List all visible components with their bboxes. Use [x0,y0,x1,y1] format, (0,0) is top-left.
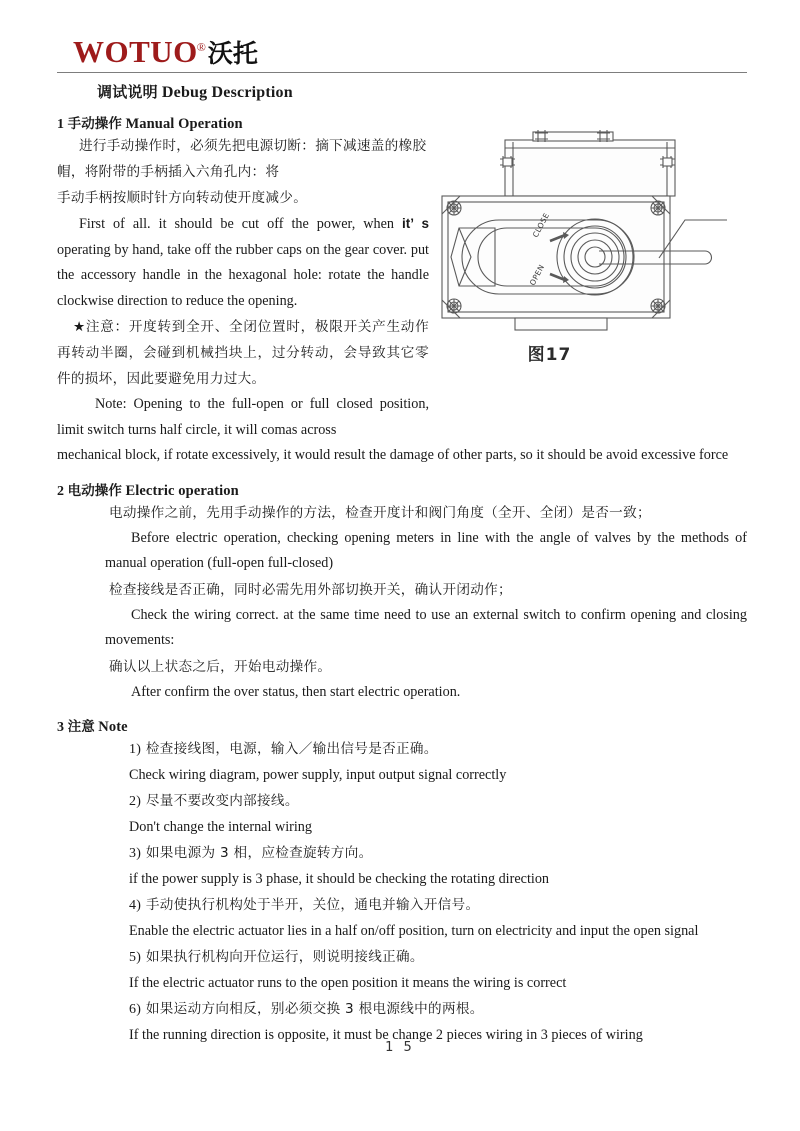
section-2-number: 2 [57,483,65,499]
note-item-6-cn [57,996,747,1023]
section-2-item-1-en: Before electric operation, checking opening meters in line with the angle of valves by the methods of manual operation (full-open full-closed) [105,529,747,571]
note-item-5-en: If the electric actuator runs to the open position it means the wiring is correct [129,975,567,991]
section-2-heading [57,479,747,500]
section-1-body-en [57,211,429,314]
gear-cover-drawing [437,128,767,333]
note-item-3-cn [57,840,747,867]
note-item-5-cn-text: 如果执行机构向开位运行，则说明接线正确。 [145,949,424,965]
page-number: 1 5 [385,1040,415,1055]
note-item-6-en: If the running direction is opposite, it must be change 2 pieces wiring in 3 pieces of wiring [129,1027,643,1043]
note-item-6-cn-text: 如果运动方向相反，别必须交换 3 根电源线中的两根。 [145,1001,484,1017]
note-item-3-cn-text: 如果电源为 3 相，应检查旋转方向。 [145,845,373,861]
note-item-1-cn-text: 检查接线图，电源，输入／输出信号是否正确。 [145,741,438,757]
section-1-body-en-pre: First of all. it should be cut off the power, when [79,216,394,232]
section-2-item-3-en: After confirm the over status, then start electric operation. [131,683,461,700]
section-3-heading [57,715,747,736]
note-item-4-cn [57,892,747,919]
section-2-item-3-cn: 确认以上状态之后，开始电动操作。 [109,658,332,675]
note-item-1-index: 1) [129,742,142,757]
note-item-2-cn-text: 尽量不要改变内部接线。 [145,793,299,809]
figure-label-open: OPEN [527,262,547,287]
section-3-title-cn: 注意 [67,719,95,735]
note-item-3-index: 3) [129,846,142,861]
note-item-1-en: Check wiring diagram, power supply, input output signal correctly [129,767,507,783]
note-item-2-index: 2) [129,794,142,809]
section-1-note-en-wide: mechanical block, if rotate excessively, it would result the damage of other parts, so it should be avoid excessive force [57,447,729,463]
brand-logo [57,0,747,70]
note-item-4-en: Enable the electric actuator lies in a half on/off position, turn on electricity and input the open signal [129,923,699,939]
section-2-item-2-en: Check the wiring correct. at the same time need to use an external switch to confirm opening and closing movements: [105,606,747,648]
section-1-note-en-narrow: Note: Opening to the full-open or full closed position, limit switch turns half circle, it will comas across [57,396,429,438]
section-1-body-en-post: operating by hand, take off the rubber caps on the gear cover. put the accessory handle in the hexagonal hole: rotate the handle clockwise direction to reduce the opening. [57,241,429,309]
section-1-body-cn-line3: 手动手柄按顺时针方向转动使开度减少。 [57,190,308,206]
section-1-number: 1 [57,117,65,132]
figure-label-close: CLOSE [530,211,552,239]
section-1-caution-cn-text: 注意：开度转到全开、全闭位置时，极限开关产生动作再转动半圈，会碰到机械挡块上，过分转动，会导致其它零件的损坏，因此要避免用力过大。 [57,319,429,387]
brand-wordmark: WOTUO [73,34,198,69]
figure-17 [437,128,767,365]
section-2-item-1-cn: 电动操作之前，先用手动操作的方法，检查开度计和阀门角度（全开、全闭）是否一致； [109,504,651,521]
section-1-title-cn: 手动操作 [67,116,122,132]
note-item-1-cn [57,736,747,763]
registered-trademark-icon: ® [196,39,206,54]
section-1-body-cn: 进行手动操作时，必须先把电源切断：摘下减速盖的橡胶帽，将附带的手柄插入六角孔内：将 [57,138,427,180]
note-item-4-cn-text: 手动使执行机构处于半开，关位，通电并输入开信号。 [145,897,480,913]
note-item-6-index: 6) [129,1002,142,1017]
brand-wordmark-cn: 沃托 [207,39,258,68]
figure-caption: 图17 [527,345,572,365]
note-item-5-index: 5) [129,950,142,965]
note-item-5-cn [57,944,747,971]
section-1-title-en: Manual Operation [125,116,243,132]
note-item-3-en: if the power supply is 3 phase, it should be checking the rotating direction [129,871,550,887]
section-1-body-en-its: it’ s [402,216,430,231]
section-2-title-en: Electric operation [125,482,239,499]
section-1-caution-cn [57,314,429,392]
section-2-title-cn: 电动操作 [67,482,122,499]
page-title [57,73,747,102]
page-title-en: Debug Description [161,84,293,101]
section-3-title-en: Note [98,719,128,735]
note-item-2-en: Don't change the internal wiring [129,819,312,835]
page-title-cn: 调试说明 [97,83,158,101]
section-3-number: 3 [57,720,65,735]
section-2-item-2-cn: 检查接线是否正确，同时必需先用外部切换开关，确认开闭动作； [109,581,512,598]
note-item-4-index: 4) [129,898,142,913]
note-item-2-cn [57,788,747,815]
star-icon: ★ [73,319,86,335]
note-list [57,736,747,1048]
